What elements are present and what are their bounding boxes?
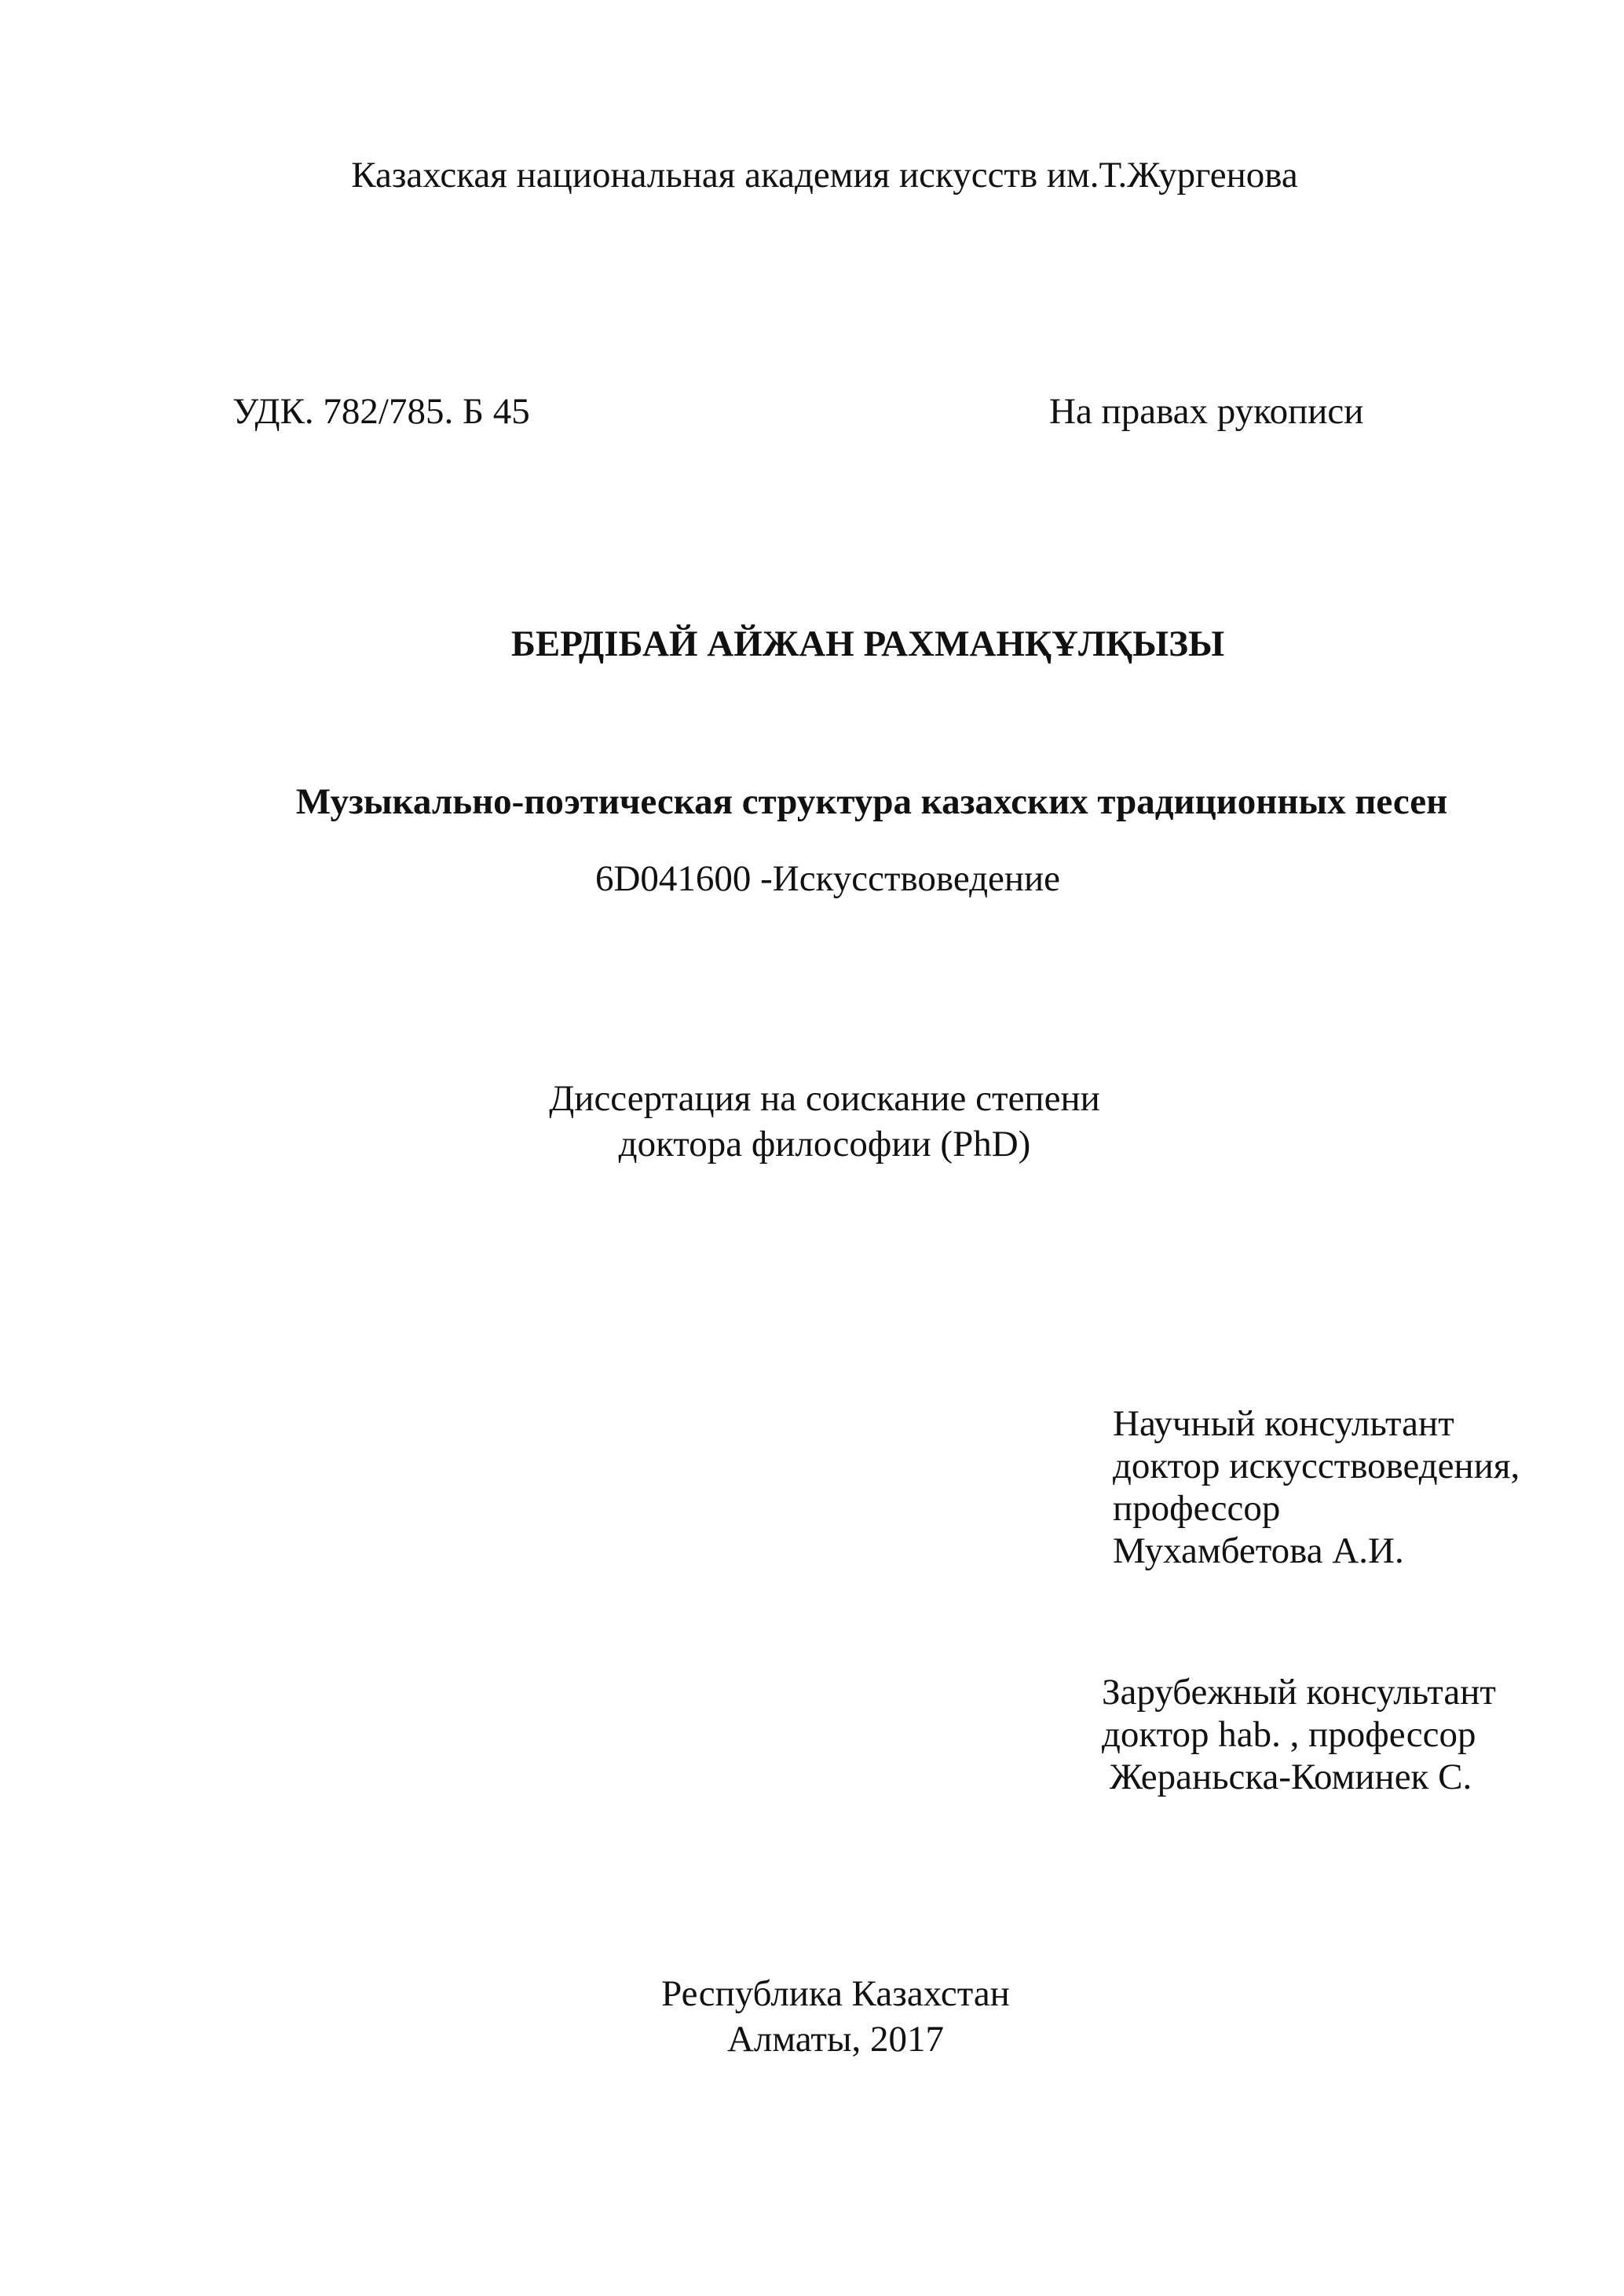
foreign-consultant-block (1102, 1671, 1496, 1798)
foreign-consultant-name: Жераньска-Коминек С. (1110, 1757, 1472, 1797)
country: Республика Казахстан (661, 1973, 1010, 2014)
institution-name: Казахская национальная академия искусств им.Т.Жургенова (351, 155, 1298, 196)
manuscript-note: На правах рукописи (1049, 391, 1364, 432)
foreign-consultant-role: Зарубежный консультант (1102, 1672, 1496, 1713)
author-name: БЕРДІБАЙ АЙЖАН РАХМАНҚҰЛҚЫЗЫ (510, 623, 1225, 664)
specialty-code: 6D041600 -Искусствоведение (594, 858, 1061, 899)
foreign-consultant-degree: доктор hab. , профессор (1102, 1714, 1476, 1755)
scientific-consultant-degree: доктор искусствоведения, (1113, 1446, 1520, 1486)
scientific-consultant-name: Мухамбетова А.И. (1113, 1530, 1404, 1571)
dissertation-title: Музыкально-поэтическая структура казахских традиционных песен (295, 781, 1448, 822)
udc-code: УДК. 782/785. Б 45 (232, 391, 530, 432)
degree-line-2: доктора философии (PhD) (618, 1124, 1031, 1164)
degree-statement (0, 1076, 1624, 1167)
place-and-year (0, 1971, 1624, 2062)
city-year: Алматы, 2017 (726, 2019, 945, 2060)
scientific-consultant-role: Научный консультант (1113, 1403, 1454, 1444)
scientific-consultant-block (1113, 1402, 1520, 1572)
degree-line-1: Диссертация на соискание степени (549, 1078, 1100, 1119)
scientific-consultant-position: профессор (1113, 1488, 1281, 1529)
